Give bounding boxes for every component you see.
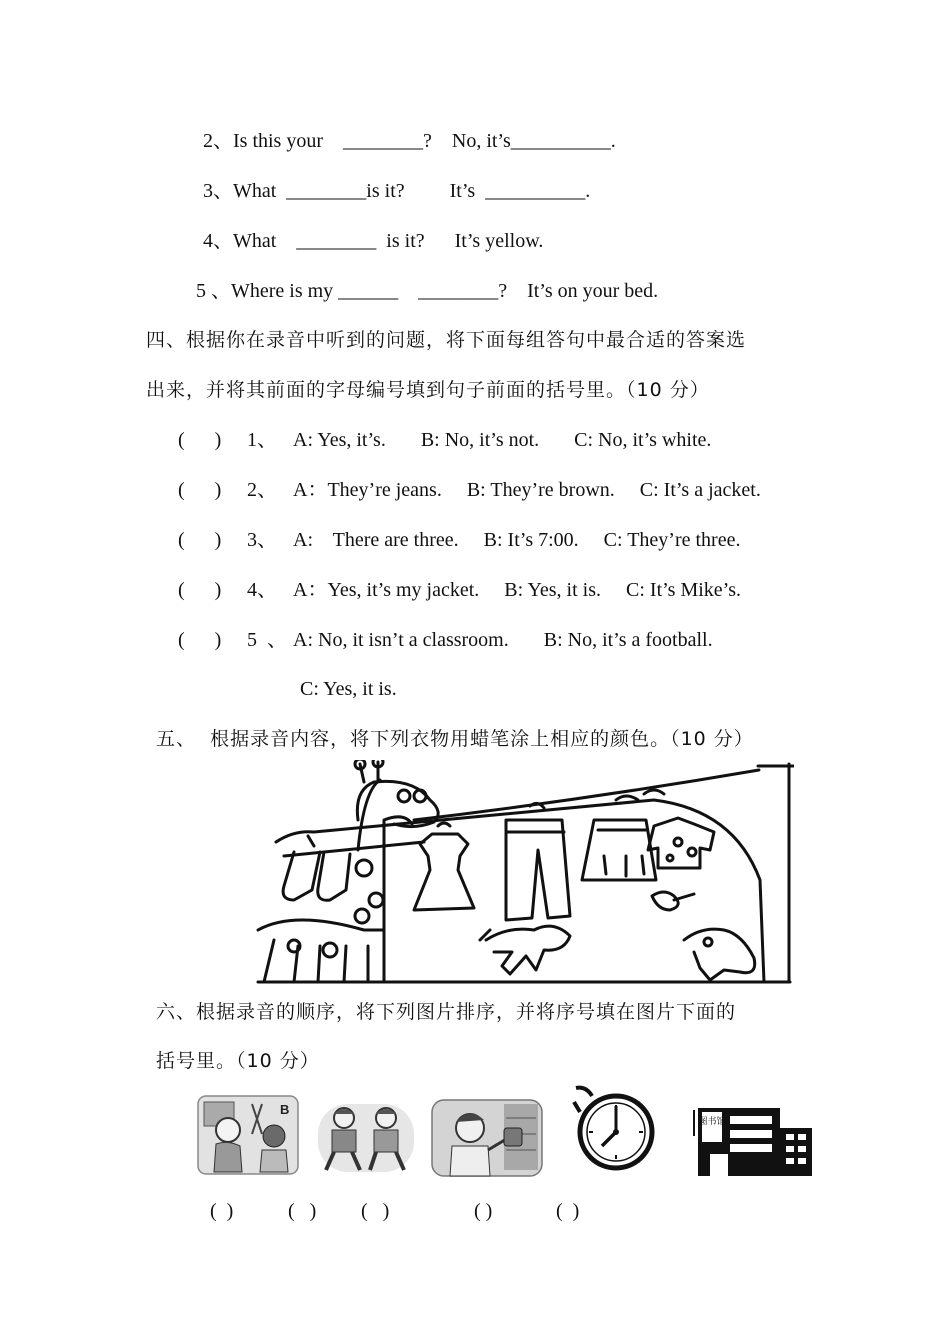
question-number-2: 2、 bbox=[247, 479, 277, 501]
picture-boys-running bbox=[316, 1100, 416, 1176]
answer-bracket-2[interactable]: ( ) bbox=[178, 479, 222, 501]
answer-options-4: A：Yes, it’s my jacket. B: Yes, it is. C: It’s Mike’s. bbox=[293, 579, 742, 601]
answer-bracket-1[interactable]: ( ) bbox=[178, 429, 222, 451]
answer-options-5-continuation: C: Yes, it is. bbox=[300, 678, 397, 700]
picture-answer-slot-4[interactable]: ( ) bbox=[474, 1200, 493, 1222]
picture-boy-with-bag bbox=[430, 1098, 544, 1178]
question-number-1: 1、 bbox=[247, 429, 277, 451]
fill-blank-item-4: 4、What ________ is it? It’s yellow. bbox=[203, 230, 544, 252]
picture-art-class bbox=[196, 1094, 300, 1176]
question-number-3: 3、 bbox=[247, 529, 277, 551]
answer-bracket-4[interactable]: ( ) bbox=[178, 579, 222, 601]
picture-answer-slot-5[interactable]: ( ) bbox=[556, 1200, 580, 1222]
answer-options-2: A：They’re jeans. B: They’re brown. C: It’s a jacket. bbox=[293, 479, 761, 501]
fill-blank-item-3: 3、What ________is it? It’s __________. bbox=[203, 180, 591, 202]
question-number-4: 4、 bbox=[247, 579, 277, 601]
answer-bracket-5[interactable]: ( ) bbox=[178, 629, 222, 651]
section4-heading-line1: 四、根据你在录音中听到的问题，将下面每组答句中最合适的答案选 bbox=[146, 329, 747, 351]
section6-heading-line2: 括号里。（10 分） bbox=[156, 1050, 320, 1072]
question-number-5: 5 、 bbox=[247, 629, 287, 651]
answer-options-1: A: Yes, it’s. B: No, it’s not. C: No, it’s white. bbox=[293, 429, 712, 451]
picture-clock-icon bbox=[572, 1084, 658, 1172]
picture-answer-slot-2[interactable]: ( ) bbox=[288, 1200, 317, 1222]
picture-answer-slot-3[interactable]: ( ) bbox=[361, 1200, 390, 1222]
clothesline-coloring-picture[interactable] bbox=[254, 760, 794, 986]
section6-heading-line1: 六、根据录音的顺序，将下列图片排序，并将序号填在图片下面的 bbox=[156, 1001, 737, 1023]
answer-options-3: A: There are three. B: It’s 7:00. C: They’re three. bbox=[293, 529, 741, 551]
section4-heading-line2: 出来，并将其前面的字母编号填到句子前面的括号里。（10 分） bbox=[146, 379, 710, 401]
fill-blank-item-5: 5 、Where is my ______ ________? It’s on your bed. bbox=[196, 280, 659, 302]
picture-answer-slot-1[interactable]: ( ) bbox=[210, 1200, 234, 1222]
picture-library-building-icon bbox=[686, 1102, 814, 1178]
answer-bracket-3[interactable]: ( ) bbox=[178, 529, 222, 551]
picture-letter-b: B bbox=[280, 1102, 290, 1117]
answer-options-5: A: No, it isn’t a classroom. B: No, it’s a football. bbox=[293, 629, 713, 651]
section5-heading: 五、 根据录音内容，将下列衣物用蜡笔涂上相应的颜色。（10 分） bbox=[156, 728, 754, 750]
library-sign-text: 图书馆 bbox=[698, 1117, 726, 1127]
fill-blank-item-2: 2、Is this your ________? No, it’s__________. bbox=[203, 130, 616, 152]
